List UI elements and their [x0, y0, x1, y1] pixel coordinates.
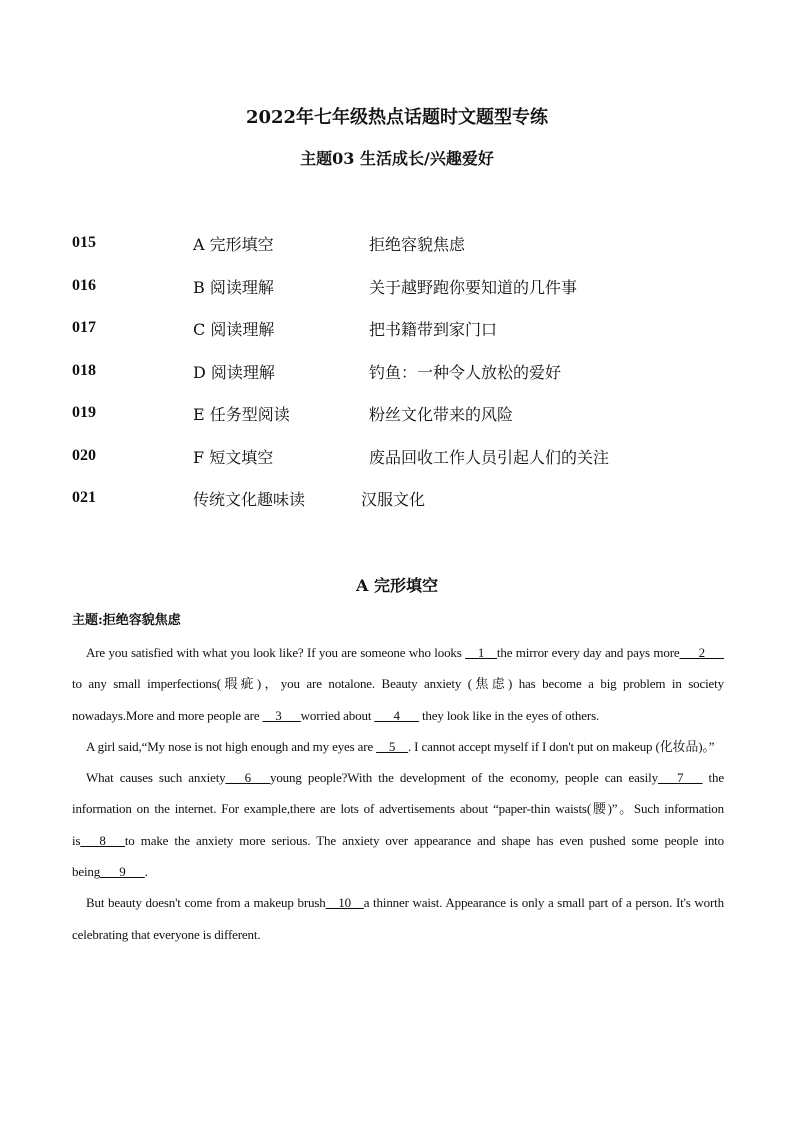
cloze-blank: ___9___ — [100, 864, 145, 880]
cloze-blank: ___4___ — [374, 707, 419, 723]
cloze-blank: __3___ — [262, 707, 301, 723]
toc-number: 018 — [72, 361, 96, 379]
passage-text: to any small imperfections(瑕疵)，you are notalone. Beauty anxiety (焦虑) has become a big problem in society nowadays.More and more people are — [72, 676, 724, 723]
toc-row — [72, 315, 732, 358]
toc-number: 017 — [72, 319, 96, 336]
cloze-blank: ___2___ — [679, 645, 724, 660]
passage-text: worried about — [300, 707, 375, 723]
toc-number: 021 — [72, 489, 96, 506]
toc-question-type: D 阅读理解 — [193, 362, 275, 382]
toc-question-type: B 阅读理解 — [193, 277, 274, 297]
passage-text: the mirror every day and pays more — [496, 645, 680, 660]
toc-topic: 拒绝容貌焦虑 — [369, 235, 466, 254]
theme-line: 主题:拒绝容貌焦虑 — [72, 613, 181, 628]
toc-topic: 钓鱼：一种令人放松的爱好 — [369, 362, 562, 382]
toc-question-type: F 短文填空 — [193, 447, 274, 467]
toc-row — [72, 443, 732, 486]
passage-text: to make the anxiety more serious. The anxiety over appearance and shape has even pushed some people into being — [72, 832, 724, 880]
passage-text: But beauty doesn't come from a makeup brush — [86, 895, 326, 911]
toc-number: 019 — [72, 404, 96, 421]
section-title: A 完形填空 — [356, 576, 438, 595]
passage-text: a thinner waist. Appearance is only a small part of a person. It's worth celebrating that everyone is different. — [72, 895, 724, 942]
toc-topic: 汉服文化 — [361, 490, 426, 509]
passage-text: Are you satisfied with what you look like? If you are someone who looks — [86, 645, 466, 660]
passage-paragraph — [72, 731, 724, 762]
toc-question-type: A 完形填空 — [193, 235, 274, 254]
passage-text: A girl said,“My nose is not high enough and my eyes are — [86, 738, 377, 754]
passage-paragraph — [72, 637, 724, 731]
toc-topic: 粉丝文化带来的风险 — [369, 405, 514, 424]
passage-text: the information on the internet. For example,there are lots of advertisements about “paper-thin waists(腰)”。Such information is — [72, 770, 724, 848]
cloze-passage — [72, 637, 724, 950]
document-subtitle: 主题03 生活成长/兴趣爱好 — [300, 149, 494, 168]
toc-row — [72, 400, 732, 443]
passage-text: young people?With the development of the economy, people can easily — [269, 770, 658, 786]
toc-topic: 废品回收工作人员引起人们的关注 — [369, 447, 610, 467]
cloze-blank: ___8___ — [80, 832, 125, 848]
cloze-blank: __1__ — [465, 645, 497, 660]
toc-topic: 把书籍带到家门口 — [369, 320, 498, 339]
cloze-blank: __10__ — [325, 895, 364, 911]
toc-row — [72, 273, 732, 316]
toc-question-type: 传统文化趣味读 — [193, 490, 306, 509]
cloze-blank: __5__ — [376, 738, 408, 754]
table-of-contents — [72, 230, 732, 528]
toc-number: 016 — [72, 276, 96, 294]
toc-topic: 关于越野跑你要知道的几件事 — [369, 277, 578, 297]
passage-text: . I cannot accept myself if I don't put on makeup (化妆品)。” — [407, 738, 715, 754]
toc-question-type: E 任务型阅读 — [193, 405, 290, 424]
toc-question-type: C 阅读理解 — [193, 320, 275, 339]
cloze-blank: ___6___ — [225, 770, 270, 786]
passage-paragraph — [72, 887, 724, 950]
toc-row — [72, 230, 732, 273]
passage-text: . — [144, 864, 148, 880]
toc-row — [72, 485, 732, 528]
passage-text: What causes such anxiety — [86, 770, 226, 786]
toc-number: 015 — [72, 234, 96, 251]
toc-number: 020 — [72, 446, 96, 464]
toc-row — [72, 358, 732, 401]
passage-text: they look like in the eyes of others. — [418, 707, 600, 723]
passage-paragraph — [72, 762, 724, 887]
document-title: 2022年七年级热点话题时文题型专练 — [245, 107, 549, 128]
cloze-blank: ___7___ — [657, 770, 703, 786]
